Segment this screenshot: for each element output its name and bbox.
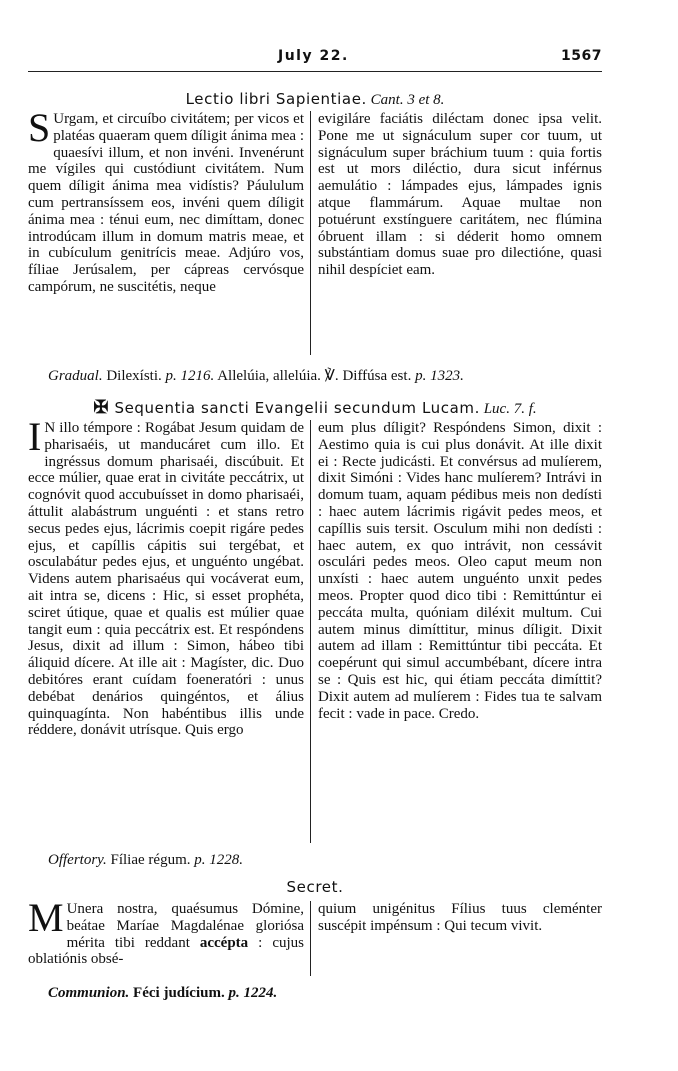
secret-drop-cap: M (28, 895, 64, 940)
gradual-text: Dilexísti. (106, 368, 162, 384)
gospel-right-text: eum plus díligit? Respóndens Simon, dixit : Aestimo quia is cui plus donávit. At ille dixit ei : Recte judicásti. Et convérsus ad mulíerem, dixit Simóni : Vides hanc mulíerem? Intrávi in domum tuam, aquam pédibus meis non dedísti : haec autem lácrimis rigávit pedes meos, et capíllis suis tersit. Osculum mihi non dedísti : haec autem, ex quo intrávit, non cessávit osculári pedes meos. Oleo caput meum non unxísti : haec autem unguénto unxit pedes meos. Propter quod dico tibi : Remittúntur ei peccáta multa, quóniam diléxit multum. Cui autem minus dimíttitur, minus díligit. Dixit autem ad illam : Remittúntur tibi peccáta. Et coepérunt qui simul accumbébant, dícere intra se : Quis est hic, qui étiam peccáta dimíttit? Dixit autem ad mulíerem : Fides tua te salvam fecit : vade in pace. Credo. (318, 420, 602, 722)
offertory-page: p. 1228. (194, 852, 243, 868)
lesson-right-text: evigiláre faciátis diléctam donec ipsa velit. Pone me ut signáculum super cor tuum, ut signáculum super bráchium tuum : quia fortis est ut mors diléctio, dura sicut inférnus aemulátio : lámpades ejus, lámpades ignis atque flammárum. Aquae multae non potuérunt exstínguere caritátem, nec flúmina óbruent illam : si déderit homo omnem substántiam domus suae pro dilectióne, quasi nihil despíciet eam. (318, 111, 602, 279)
secret-bold-word: accépta (199, 934, 249, 951)
lesson-left-text: Urgam, et circuíbo civitátem; per vicos et platéas quaeram quem díligit ánima mea : quaesívi illum, et non invéni. Invenérunt me vígiles qui custódiunt civitátem. Num quem díligit ánima mea vidístis? Páululum cum pertransíssem eos, invéni quem díligit ánima mea : ténui eum, nec dimíttam, donec introdúcam illum in domum matris meae, et in cubículum genitrícis meae. Adjúro vos, fíliae Jerúsalem, per cápreas cervósque campórum, ne suscitétis, neque (28, 111, 304, 295)
gospel-columns (28, 414, 602, 843)
secret-title (28, 878, 602, 897)
header-rule (28, 71, 602, 72)
gospel-right-column (318, 420, 602, 722)
offertory-text: Fíliae régum. (110, 852, 191, 868)
secret-right-text: quium unigénitus Fílius tuus cleménter suscépit impénsum : Qui tecum vivit. (318, 901, 602, 934)
secret-left-text: Unera nostra, quaésumus Dómine, beátae Maríae Magdalénae gloriósa mérita tibi reddant (66, 901, 304, 951)
communion-label: Communion. (48, 985, 130, 1001)
gospel-left-text: N illo témpore : Rogábat Jesum quidam de pharisaéis, ut manducáret cum illo. Et ingréssus domum pharisaéi, discúbuit. Et ecce múlier, quae erat in civitáte peccátrix, ut cognóvit quod accubuísset in domo pharisaéi, áttulit alabástrum unguénti : et stans retro secus pedes ejus, lácrimis coepit rigáre pedes ejus, et capíllis cápitis sui tergébat, et osculabátur pedes ejus, et unguénto ungébat. Videns autem pharisaéus qui vocáverat eum, ait intra se, dicens : Hic, si esset prophéta, sciret útique, quae et qualis est múlier quae tangit eum : quia peccátrix est. Et respóndens Jesus, dixit ad illum : Simon, hábeo tibi áliquid dícere. At ille ait : Magíster, dic. Duo debitóres erant cuídam foeneratóri : unus debébat denários quingéntos, et álius quinquagínta. Non habéntibus illis unde réddere, donávit utrísque. Quis ergo (28, 420, 304, 739)
gospel-title (28, 398, 602, 418)
lesson-reference: Cant. 3 et 8. (370, 92, 445, 108)
lesson-title-text: Lectio libri Sapientiae. (185, 90, 367, 108)
gradual-page: p. 1216. (165, 368, 215, 384)
gospel-title-text: Sequentia sancti Evangelii secundum Lucam. (114, 399, 480, 417)
column-divider (310, 111, 311, 355)
secret-left-end: : cujus oblatiónis obsé- (28, 934, 304, 968)
column-divider (310, 901, 311, 976)
lesson-right-column (318, 111, 602, 279)
offertory-label: Offertory. (48, 852, 107, 868)
lesson-title (28, 90, 602, 109)
verse-page: p. 1323. (415, 368, 464, 384)
page-header (28, 48, 602, 70)
page-number: 1567 (561, 48, 602, 64)
verse-text: Diffúsa est. (342, 368, 412, 384)
versicle-sign: ℣. (324, 368, 339, 384)
lesson-columns (28, 105, 602, 355)
secret-columns (28, 895, 602, 976)
lesson-drop-cap: S (28, 105, 51, 150)
cross-icon: ✠ (93, 397, 109, 417)
communion-line (48, 984, 277, 1002)
secret-right-column (318, 901, 602, 935)
gradual-line (48, 367, 464, 385)
alleluia-text: Allelúia, allelúia. (217, 368, 321, 384)
gospel-drop-cap: I (28, 414, 42, 459)
gospel-reference: Luc. 7. f. (483, 401, 537, 417)
column-divider (310, 420, 311, 843)
gradual-label: Gradual. (48, 368, 103, 384)
gospel-left-column (28, 414, 304, 739)
lesson-left-column (28, 105, 304, 296)
communion-page: p. 1224. (228, 985, 278, 1001)
communion-text: Féci judícium. (133, 985, 225, 1001)
secret-left-column (28, 895, 304, 968)
secret-title-text: Secret. (286, 878, 344, 896)
header-date: July 22. (278, 48, 349, 64)
offertory-line (48, 851, 243, 869)
